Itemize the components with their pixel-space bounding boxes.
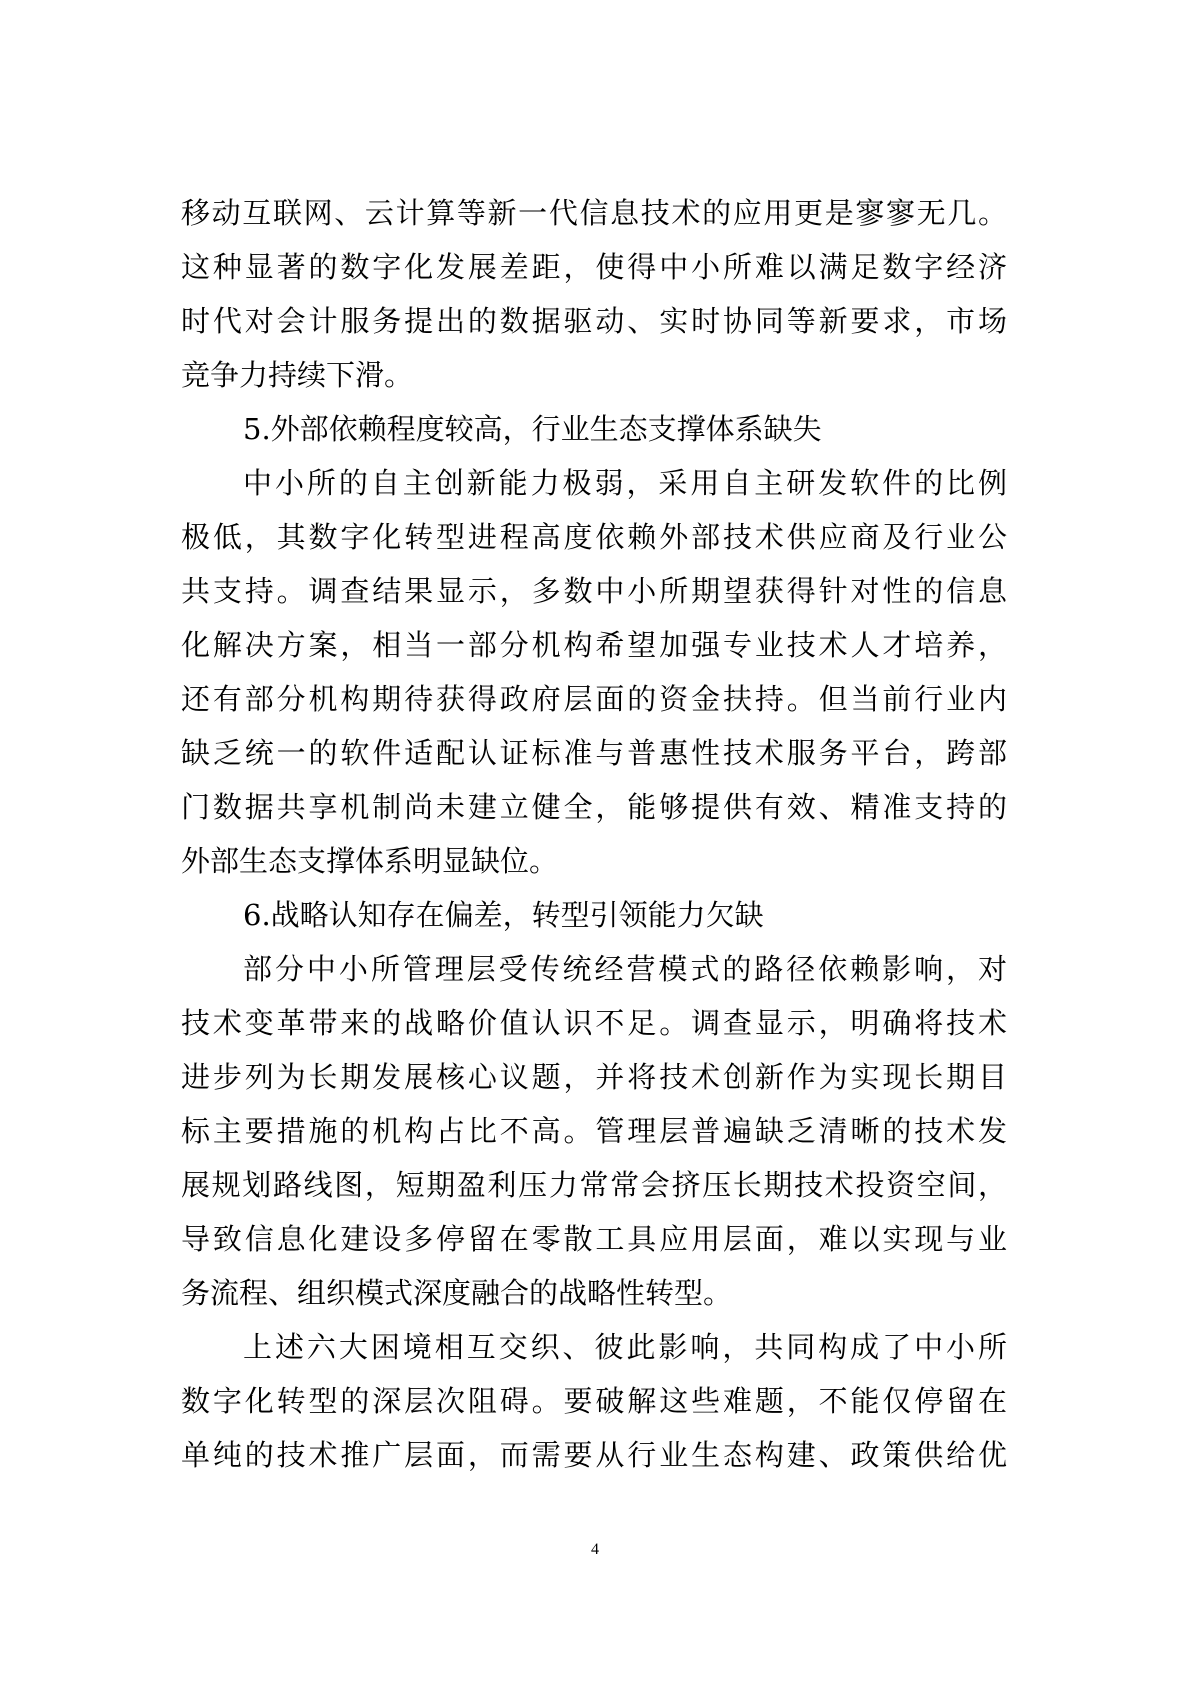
text-line: 共支持。调查结果显示，多数中小所期望获得针对性的信息 — [181, 574, 1007, 608]
text-line: 还有部分机构期待获得政府层面的资金扶持。但当前行业内 — [181, 682, 1007, 716]
text-line: 缺乏统一的软件适配认证标准与普惠性技术服务平台，跨部 — [181, 736, 1007, 770]
text-line: 门数据共享机制尚未建立健全，能够提供有效、精准支持的 — [181, 790, 1007, 824]
text-line: 移动互联网、云计算等新一代信息技术的应用更是寥寥无几。 — [181, 196, 1007, 230]
text-line: 部分中小所管理层受传统经营模式的路径依赖影响，对 — [243, 952, 1007, 986]
text-line: 中小所的自主创新能力极弱，采用自主研发软件的比例 — [243, 466, 1007, 500]
text-line: 外部生态支撑体系明显缺位。 — [181, 844, 559, 878]
text-line: 这种显著的数字化发展差距，使得中小所难以满足数字经济 — [181, 250, 1007, 284]
page-number: 4 — [591, 1541, 599, 1558]
text-line: 化解决方案，相当一部分机构希望加强专业技术人才培养， — [181, 628, 1007, 662]
text-line: 上述六大困境相互交织、彼此影响，共同构成了中小所 — [243, 1330, 1007, 1364]
text-line: 标主要措施的机构占比不高。管理层普遍缺乏清晰的技术发 — [181, 1114, 1007, 1148]
text-line: 单纯的技术推广层面，而需要从行业生态构建、政策供给优 — [181, 1438, 1007, 1472]
text-line: 技术变革带来的战略价值认识不足。调查显示，明确将技术 — [181, 1006, 1007, 1040]
text-line: 时代对会计服务提出的数据驱动、实时协同等新要求，市场 — [181, 304, 1007, 338]
text-line: 导致信息化建设多停留在零散工具应用层面，难以实现与业 — [181, 1222, 1007, 1256]
text-line: 务流程、组织模式深度融合的战略性转型。 — [181, 1276, 733, 1310]
text-line: 竞争力持续下滑。 — [181, 358, 414, 392]
section-heading-5: 5.外部依赖程度较高，行业生态支撑体系缺失 — [243, 412, 822, 446]
body-text — [181, 186, 1007, 1482]
text-line: 展规划路线图，短期盈利压力常常会挤压长期技术投资空间， — [181, 1168, 1007, 1202]
text-line: 极低，其数字化转型进程高度依赖外部技术供应商及行业公 — [181, 520, 1007, 554]
text-line: 进步列为长期发展核心议题，并将技术创新作为实现长期目 — [181, 1060, 1007, 1094]
text-line: 数字化转型的深层次阻碍。要破解这些难题，不能仅停留在 — [181, 1384, 1007, 1418]
section-heading-6: 6.战略认知存在偏差，转型引领能力欠缺 — [243, 898, 764, 932]
